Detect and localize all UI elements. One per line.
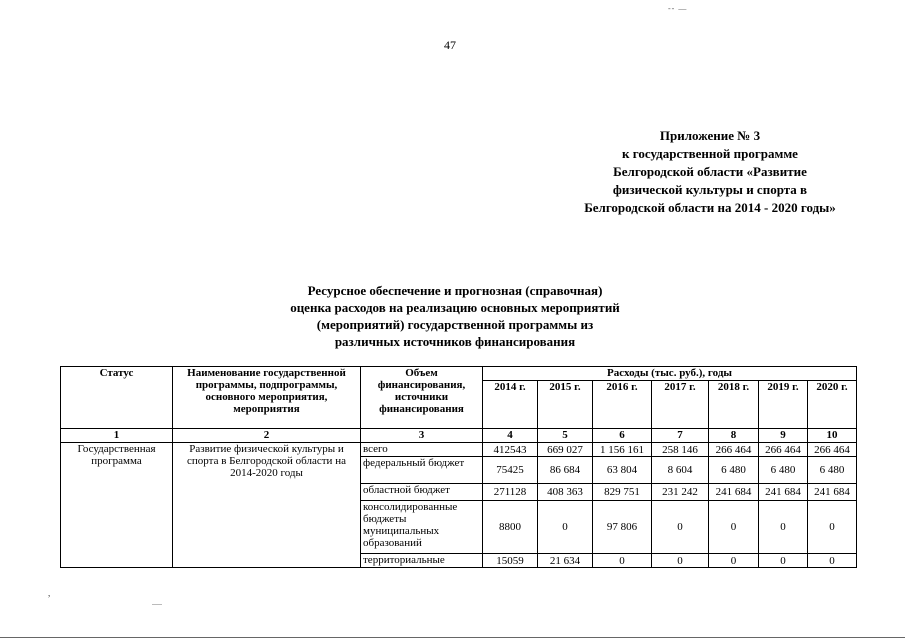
- title-line: Ресурсное обеспечение и прогнозная (справочная): [307, 283, 603, 298]
- column-number: 2: [173, 429, 361, 443]
- value-cell: 258 146: [652, 443, 709, 457]
- value-cell: 63 804: [593, 457, 652, 484]
- value-cell: 271128: [483, 484, 538, 501]
- scan-artifact: [152, 604, 162, 605]
- source-cell: областной бюджет: [361, 484, 483, 501]
- appendix-line: Белгородской области на 2014 - 2020 годы»: [584, 200, 836, 215]
- column-number: 3: [361, 429, 483, 443]
- value-cell: 266 464: [808, 443, 857, 457]
- appendix-line: физической культуры и спорта в: [612, 182, 808, 197]
- header-year: 2016 г.: [593, 381, 652, 429]
- appendix-line: к государственной программе: [622, 146, 798, 161]
- value-cell: 241 684: [709, 484, 759, 501]
- header-year: 2017 г.: [652, 381, 709, 429]
- column-number: 1: [61, 429, 173, 443]
- value-cell: 0: [808, 554, 857, 568]
- value-cell: 408 363: [538, 484, 593, 501]
- value-cell: 0: [538, 501, 593, 554]
- column-number: 8: [709, 429, 759, 443]
- value-cell: 75425: [483, 457, 538, 484]
- scan-mark: ,: [48, 588, 51, 598]
- value-cell: 0: [652, 554, 709, 568]
- source-cell: всего: [361, 443, 483, 457]
- value-cell: 412543: [483, 443, 538, 457]
- financing-table: [60, 366, 857, 568]
- header-status: Статус: [61, 367, 173, 429]
- column-number: 5: [538, 429, 593, 443]
- header-source: Объем финансирования, источники финансирования: [361, 367, 483, 429]
- source-cell: территориальные: [361, 554, 483, 568]
- title-line: (мероприятий) государственной программы из: [316, 317, 594, 332]
- value-cell: 266 464: [759, 443, 808, 457]
- column-number: 10: [808, 429, 857, 443]
- header-year: 2018 г.: [709, 381, 759, 429]
- header-year: 2019 г.: [759, 381, 808, 429]
- source-cell: федеральный бюджет: [361, 457, 483, 484]
- value-cell: 266 464: [709, 443, 759, 457]
- top-mark: -- —: [668, 4, 688, 13]
- value-cell: 241 684: [759, 484, 808, 501]
- column-number-row: [61, 429, 857, 443]
- column-number: 9: [759, 429, 808, 443]
- value-cell: 0: [808, 501, 857, 554]
- header-name: Наименование государственной программы, подпрограммы, основного мероприятия, мероприятия: [173, 367, 361, 429]
- value-cell: 86 684: [538, 457, 593, 484]
- header-year: 2020 г.: [808, 381, 857, 429]
- value-cell: 8800: [483, 501, 538, 554]
- value-cell: 0: [759, 554, 808, 568]
- value-cell: 829 751: [593, 484, 652, 501]
- value-cell: 6 480: [709, 457, 759, 484]
- header-expenses: Расходы (тыс. руб.), годы: [483, 367, 857, 381]
- source-cell: консолидированные бюджеты муниципальных образований: [361, 501, 483, 554]
- value-cell: 0: [593, 554, 652, 568]
- value-cell: 0: [709, 501, 759, 554]
- column-number: 7: [652, 429, 709, 443]
- program-name-cell: Развитие физической культуры и спорта в Белгородской области на 2014-2020 годы: [173, 443, 361, 568]
- value-cell: 8 604: [652, 457, 709, 484]
- page-bottom-edge: [0, 637, 905, 638]
- title-line: оценка расходов на реализацию основных мероприятий: [290, 300, 620, 315]
- column-number: 6: [593, 429, 652, 443]
- value-cell: 97 806: [593, 501, 652, 554]
- appendix-block: [560, 127, 860, 217]
- value-cell: 1 156 161: [593, 443, 652, 457]
- value-cell: 231 242: [652, 484, 709, 501]
- value-cell: 6 480: [808, 457, 857, 484]
- value-cell: 241 684: [808, 484, 857, 501]
- value-cell: 669 027: [538, 443, 593, 457]
- status-cell: Государственная программа: [61, 443, 173, 568]
- value-cell: 0: [652, 501, 709, 554]
- value-cell: 0: [759, 501, 808, 554]
- column-number: 4: [483, 429, 538, 443]
- header-year: 2015 г.: [538, 381, 593, 429]
- appendix-line: Приложение № 3: [659, 128, 761, 143]
- value-cell: 0: [709, 554, 759, 568]
- value-cell: 6 480: [759, 457, 808, 484]
- document-title: [150, 282, 760, 350]
- appendix-line: Белгородской области «Развитие: [613, 164, 807, 179]
- table-row: [61, 443, 857, 457]
- value-cell: 21 634: [538, 554, 593, 568]
- page-number: 47: [444, 38, 456, 52]
- value-cell: 15059: [483, 554, 538, 568]
- title-line: различных источников финансирования: [334, 334, 576, 349]
- header-year: 2014 г.: [483, 381, 538, 429]
